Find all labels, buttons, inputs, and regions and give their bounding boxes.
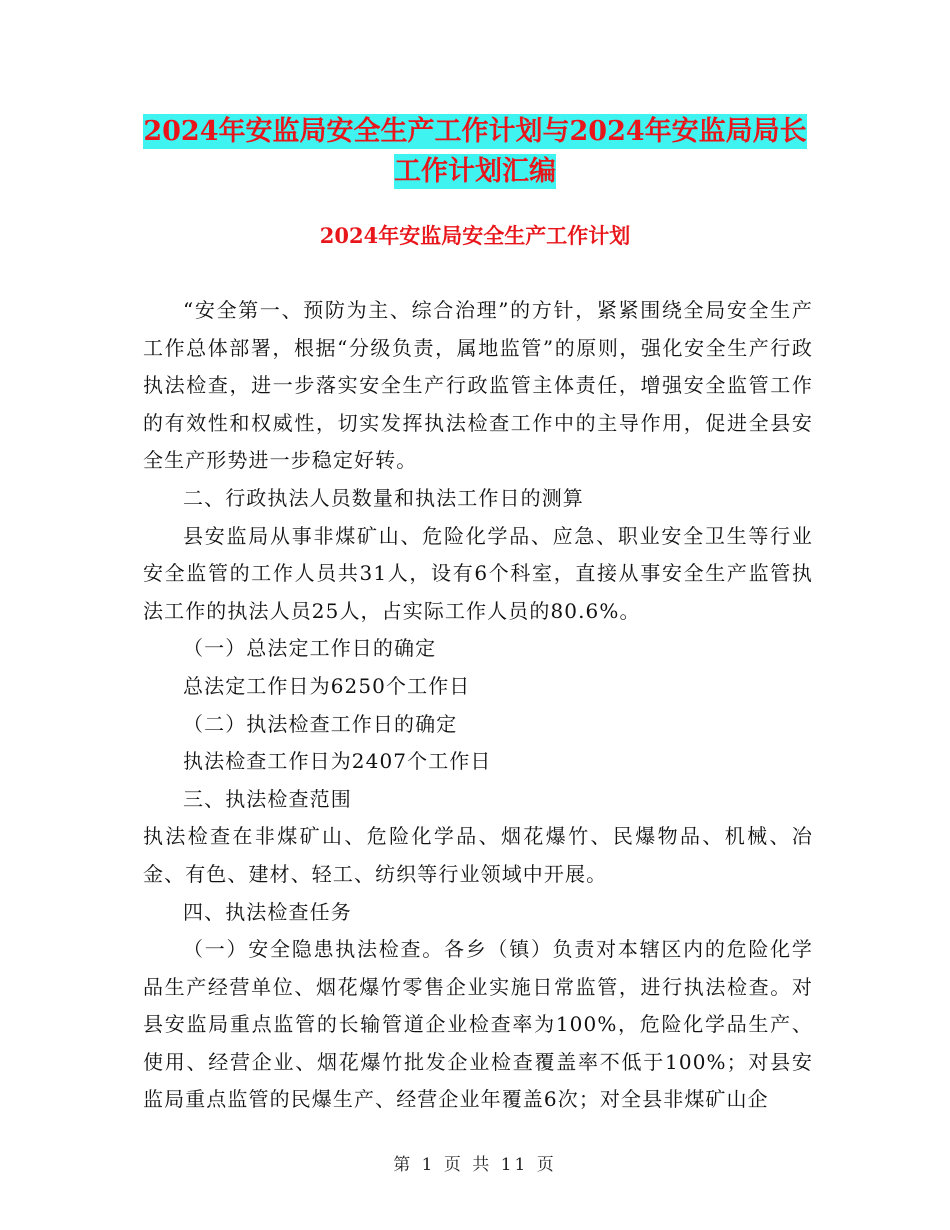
heading-subsection-1: （一）总法定工作日的确定 [183, 636, 437, 661]
heading-section-2: 二、行政执法人员数量和执法工作日的测算 [183, 485, 584, 510]
paragraph-inspection-workdays: 执法检查工作日为2407个工作日 [183, 749, 492, 774]
paragraph-legal-workdays: 总法定工作日为6250个工作日 [183, 673, 471, 698]
heading-section-4: 四、执法检查任务 [183, 899, 352, 924]
document-title-line-1: 2024年安监局安全生产工作计划与2024年安监局局长 [143, 116, 807, 147]
page-footer: 第 1 页 共 11 页 [393, 1155, 557, 1175]
paragraph-hazard-inspection: （一）安全隐患执法检查。各乡（镇）负责对本辖区内的危险化学品生产经营单位、烟花爆竹零售企业实施日常监管，进行执法检查。对县安监局重点监管的长输管道企业检查率为100%，危险化学品生产、使用、经营企业、烟花爆竹批发企业检查覆盖率不低于100%；对县安监局重点监管的民爆生产、经营企业年覆盖6次；对全县非煤矿山企 [143, 937, 813, 1112]
document-body [143, 292, 813, 1119]
document-title [100, 112, 850, 192]
heading-section-3: 三、执法检查范围 [183, 786, 352, 811]
paragraph-intro: “安全第一、预防为主、综合治理”的方针，紧紧围绕全局安全生产工作总体部署，根据“分级负责，属地监管”的原则，强化安全生产行政执法检查，进一步落实安全生产行政监管主体责任，增强安全监管工作的有效性和权威性，切实发挥执法检查工作中的主导作用，促进全县安全生产形势进一步稳定好转。 [143, 298, 813, 473]
paragraph-inspection-scope: 执法检查在非煤矿山、危险化学品、烟花爆竹、民爆物品、机械、冶金、有色、建材、轻工、纺织等行业领域中开展。 [143, 824, 813, 886]
section-title: 2024年安监局安全生产工作计划 [319, 223, 631, 248]
document-title-line-2: 工作计划汇编 [394, 156, 556, 187]
paragraph-staffing: 县安监局从事非煤矿山、危险化学品、应急、职业安全卫生等行业安全监管的工作人员共31人，设有6个科室，直接从事安全生产监管执法工作的执法人员25人，占实际工作人员的80.6%。 [143, 523, 813, 623]
heading-subsection-2: （二）执法检查工作日的确定 [183, 711, 458, 736]
